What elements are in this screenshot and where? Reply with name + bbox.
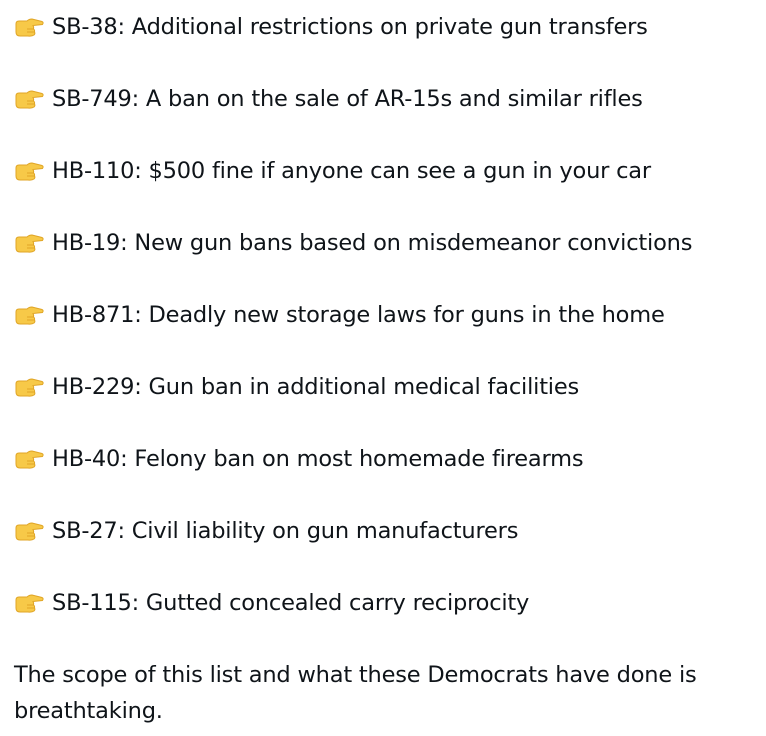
bill-label: HB-110: $500 fine if anyone can see a gun in your car [52, 158, 651, 184]
list-item [14, 227, 692, 259]
pointing-right-hand-icon [14, 591, 44, 615]
bill-label: SB-115: Gutted concealed carry reciprocity [52, 590, 530, 616]
list-item [14, 515, 518, 547]
pointing-right-hand-icon [14, 303, 44, 327]
list-item [14, 11, 648, 43]
bill-label: HB-40: Felony ban on most homemade firearms [52, 446, 584, 472]
closing-paragraph: The scope of this list and what these Democrats have done is breathtaking. [14, 662, 697, 724]
pointing-right-hand-icon [14, 159, 44, 183]
list-item [14, 443, 583, 475]
list-item [14, 371, 579, 403]
pointing-right-hand-icon [14, 519, 44, 543]
bill-label: SB-749: A ban on the sale of AR-15s and similar rifles [52, 86, 643, 112]
bill-label: HB-871: Deadly new storage laws for guns in the home [52, 302, 665, 328]
pointing-right-hand-icon [14, 447, 44, 471]
list-item [14, 299, 665, 331]
pointing-right-hand-icon [14, 375, 44, 399]
pointing-right-hand-icon [14, 231, 44, 255]
list-item [14, 587, 529, 619]
bill-label: SB-38: Additional restrictions on private gun transfers [52, 14, 648, 40]
bill-label: SB-27: Civil liability on gun manufacturers [52, 518, 519, 544]
list-item [14, 83, 643, 115]
bill-label: HB-229: Gun ban in additional medical facilities [52, 374, 580, 400]
pointing-right-hand-icon [14, 15, 44, 39]
bill-label: HB-19: New gun bans based on misdemeanor convictions [52, 230, 693, 256]
pointing-right-hand-icon [14, 87, 44, 111]
list-item [14, 155, 651, 187]
